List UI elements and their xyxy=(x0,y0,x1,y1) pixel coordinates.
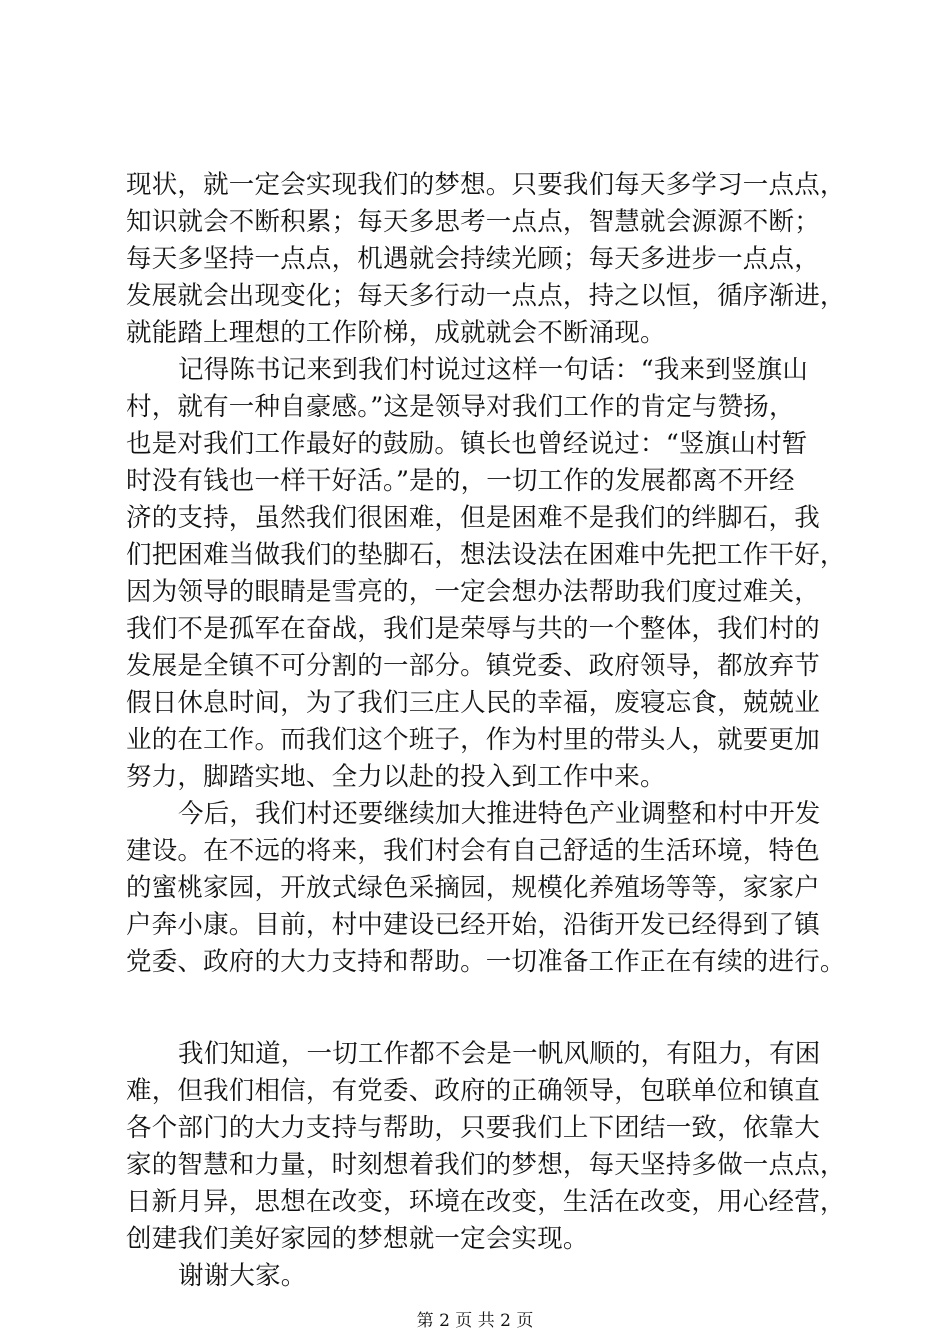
text-line: 家的智慧和力量，时刻想着我们的梦想，每天坚持多做一点点， xyxy=(126,1150,846,1180)
text-line: 今后，我们村还要继续加大推进特色产业调整和村中开发 xyxy=(178,799,821,829)
text-line: 建设。在不远的将来，我们村会有自己舒适的生活环境，特色 xyxy=(126,836,820,866)
text-line: 日新月异，思想在改变，环境在改变，生活在改变，用心经营， xyxy=(126,1187,846,1217)
text-line: 时没有钱也一样干好活。”是的，一切工作的发展都离不开经 xyxy=(126,466,795,496)
text-line: 记得陈书记来到我们村说过这样一句话：“我来到竖旗山 xyxy=(178,355,809,385)
text-line: 谢谢大家。 xyxy=(178,1261,307,1291)
text-line: 们把困难当做我们的垫脚石，想法设法在困难中先把工作干好， xyxy=(126,540,846,570)
text-line: 难，但我们相信，有党委、政府的正确领导，包联单位和镇直 xyxy=(126,1076,820,1106)
text-line: 也是对我们工作最好的鼓励。镇长也曾经说过：“竖旗山村暂 xyxy=(126,429,808,459)
text-line: 户奔小康。目前，村中建设已经开始，沿街开发已经得到了镇 xyxy=(126,910,820,940)
text-line: 村，就有一种自豪感。”这是领导对我们工作的肯定与赞扬， xyxy=(126,392,795,422)
text-line: 每天多坚持一点点，机遇就会持续光顾；每天多进步一点点， xyxy=(126,244,820,274)
text-line: 党委、政府的大力支持和帮助。一切准备工作正在有续的进行。 xyxy=(126,947,846,977)
text-line: 发展是全镇不可分割的一部分。镇党委、政府领导，都放弃节 xyxy=(126,651,820,681)
text-line: 业的在工作。而我们这个班子，作为村里的带头人，就要更加 xyxy=(126,725,820,755)
text-line: 假日休息时间，为了我们三庄人民的幸福，废寝忘食，兢兢业 xyxy=(126,688,820,718)
text-line: 努力，脚踏实地、全力以赴的投入到工作中来。 xyxy=(126,762,666,792)
text-line: 各个部门的大力支持与帮助，只要我们上下团结一致，依靠大 xyxy=(126,1113,820,1143)
text-line: 就能踏上理想的工作阶梯，成就就会不断涌现。 xyxy=(126,318,666,348)
text-line: 的蜜桃家园，开放式绿色采摘园，规模化养殖场等等，家家户 xyxy=(126,873,820,903)
text-line: 济的支持，虽然我们很困难，但是困难不是我们的绊脚石，我 xyxy=(126,503,820,533)
text-line: 我们知道，一切工作都不会是一帆风顺的，有阻力，有困 xyxy=(178,1039,821,1069)
text-line: 发展就会出现变化；每天多行动一点点，持之以恒，循序渐进， xyxy=(126,281,846,311)
text-line: 创建我们美好家园的梦想就一定会实现。 xyxy=(126,1224,589,1254)
text-line: 我们不是孤军在奋战，我们是荣辱与共的一个整体，我们村的 xyxy=(126,614,820,644)
text-line: 现状，就一定会实现我们的梦想。只要我们每天多学习一点点， xyxy=(126,170,846,200)
text-line: 知识就会不断积累；每天多思考一点点，智慧就会源源不断； xyxy=(126,207,820,237)
page-number-footer: 第 2 页 共 2 页 xyxy=(416,1311,534,1331)
text-line: 因为领导的眼睛是雪亮的，一定会想办法帮助我们度过难关， xyxy=(126,577,820,607)
